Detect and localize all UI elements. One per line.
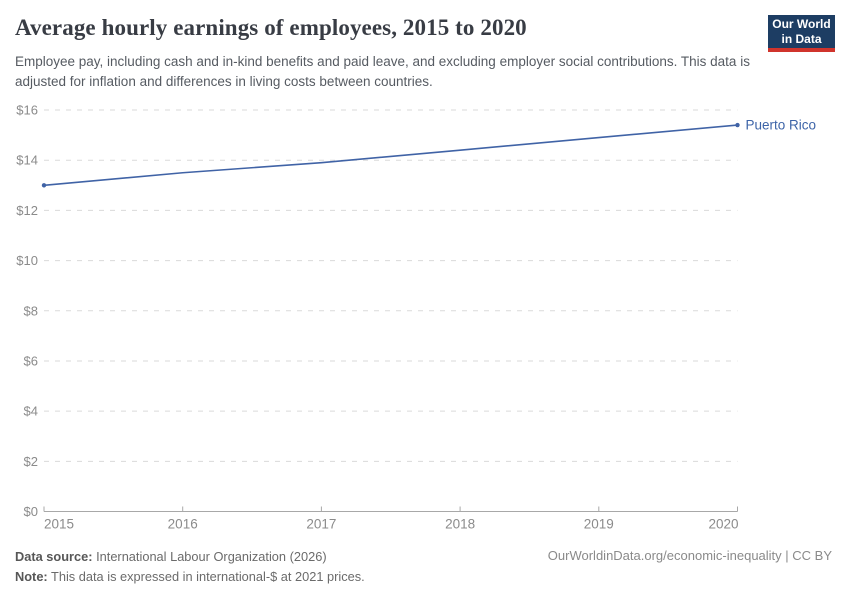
series-line[interactable] [44,125,738,185]
y-tick-label: $14 [16,152,38,168]
chart-title: Average hourly earnings of employees, 2015 to 2020 [15,15,527,40]
y-tick-label: $0 [23,504,38,519]
note-value: This data is expressed in international-$ at 2021 prices. [47,569,365,584]
owid-url-license[interactable]: OurWorldinData.org/economic-inequality | CC BY [547,548,832,563]
x-tick-label: 2018 [445,516,476,532]
data-source-label: Data source: [15,549,93,564]
y-tick-label: $12 [16,202,38,218]
owid-logo-line1: Our World [772,17,831,31]
x-tick-label: 2020 [708,516,739,532]
x-tick-label: 2017 [306,516,337,532]
y-tick-label: $4 [23,403,38,419]
note-label: Note: [15,569,48,584]
series-entity-label: Puerto Rico [745,117,817,133]
y-tick-label: $16 [16,102,38,118]
data-point-marker [42,183,46,187]
y-tick-label: $2 [23,453,38,469]
y-tick-label: $6 [23,353,38,369]
chart-subtitle: Employee pay, including cash and in-kind benefits and paid leave, and excluding employer social contributions. This data is adjusted for inflation and differences in living costs between countries. [15,54,750,89]
owid-logo-line2: in Data [781,31,822,46]
data-source-value: International Labour Organization (2026) [92,549,327,564]
data-point-marker [735,123,739,127]
note-line [15,567,365,587]
x-tick-label: 2015 [44,516,75,532]
y-tick-label: $10 [16,253,38,269]
footer-source-note [15,547,365,587]
x-tick-label: 2019 [583,516,614,532]
y-tick-label: $8 [23,303,38,319]
data-source-line [15,547,365,567]
x-tick-label: 2016 [167,516,198,532]
